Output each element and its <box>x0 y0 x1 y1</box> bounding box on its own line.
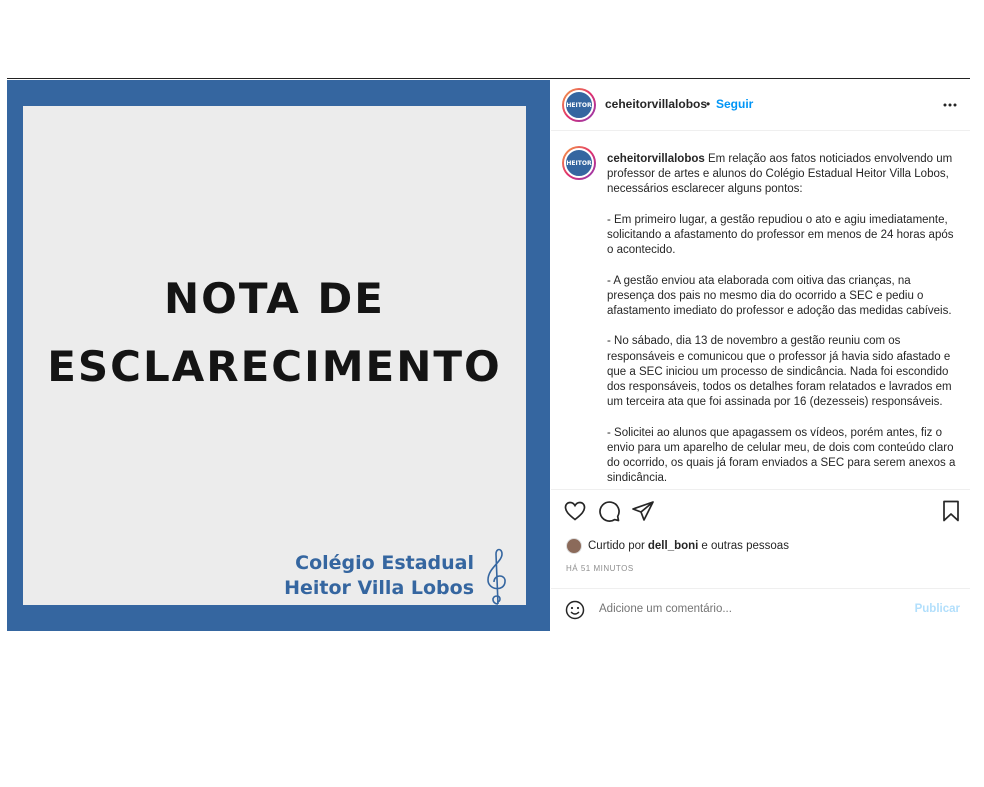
share-icon[interactable] <box>631 499 655 523</box>
more-options-icon[interactable] <box>942 97 958 113</box>
follow-button[interactable]: Seguir <box>716 97 754 111</box>
headline-line-1: NOTA DE <box>164 274 385 323</box>
bookmark-icon[interactable] <box>939 499 963 523</box>
action-bar <box>551 499 970 527</box>
likes-prefix: Curtido por <box>588 540 645 552</box>
post-caption <box>551 132 970 489</box>
heart-icon[interactable] <box>563 499 587 523</box>
likes-suffix[interactable]: e outras pessoas <box>701 540 789 552</box>
emoji-icon[interactable] <box>565 600 585 620</box>
post-header <box>551 79 970 131</box>
headline-line-2: ESCLARECIMENTO <box>47 342 502 391</box>
caption-paragraph: - Solicitei ao alunos que apagassem os vídeos, porém antes, fiz o envio para um aparelho de celular meu, de dois com conteúdo claro do ocorrido, os quais já foram enviados a SEC para serem anexos a sindicância. <box>607 426 956 485</box>
caption-avatar[interactable] <box>562 146 596 180</box>
header-username[interactable]: ceheitorvillalobos <box>605 97 708 111</box>
post-timestamp[interactable]: HÁ 51 MINUTOS <box>566 564 634 573</box>
publish-button[interactable]: Publicar <box>914 603 960 615</box>
comment-input[interactable] <box>599 603 889 615</box>
likes-summary <box>566 537 789 555</box>
caption-paragraph: - No sábado, dia 13 de novembro a gestão reuniu com os responsáveis e comunicou que o professor já havia sido afastado e que a SEC iniciou um processo de sindicância. Nada foi escondido dos responsáveis, todos os detalhes foram relatados e lavrados em um terceira ata que foi assinada por 16 (dezesseis) responsáveis. <box>607 335 952 409</box>
avatar-label: HEITOR <box>564 90 594 120</box>
school-name-line-2: Heitor Villa Lobos <box>284 577 474 599</box>
post-image[interactable] <box>7 80 550 631</box>
post-detail-panel <box>551 79 970 631</box>
comment-box <box>551 589 970 631</box>
caption-text <box>607 152 959 489</box>
caption-username[interactable]: ceheitorvillalobos <box>607 153 705 165</box>
profile-avatar[interactable] <box>562 88 596 122</box>
treble-clef-icon <box>484 546 510 606</box>
caption-intro-text: Em relação aos fatos noticiados envolvendo um professor de artes e alunos do Colégio Estadual Heitor Villa Lobos, necessários esclarecer alguns pontos: <box>607 153 953 196</box>
actions-divider <box>551 489 970 490</box>
caption-intro <box>607 152 959 198</box>
school-name-line-1: Colégio Estadual <box>295 552 474 574</box>
caption-paragraph: - A gestão enviou ata elaborada com oitiva das crianças, na presença dos pais no mesmo dia do ocorrido a SEC e pediu o afastamento imediato do professor e adoção das medidas cabíveis. <box>607 274 952 317</box>
liker-username[interactable]: dell_boni <box>647 540 699 552</box>
school-name <box>284 551 474 601</box>
comment-icon[interactable] <box>597 499 621 523</box>
caption-avatar-label: HEITOR <box>564 148 594 178</box>
liker-avatar[interactable] <box>566 538 582 554</box>
caption-paragraph: - Em primeiro lugar, a gestão repudiou o ato e agiu imediatamente, solicitando a afastamento do professor em menos de 24 horas após o acontecido. <box>607 213 954 257</box>
post-image-card <box>23 106 526 605</box>
separator-dot: • <box>706 97 711 111</box>
